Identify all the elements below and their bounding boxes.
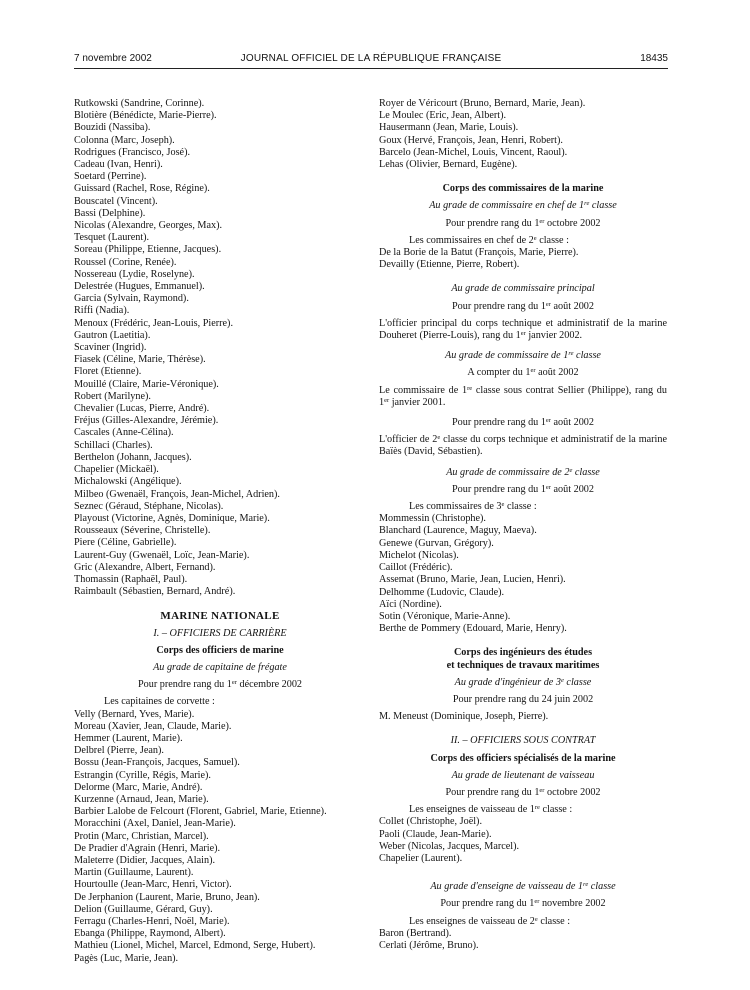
rang-line: Pour prendre rang du 1er octobre 2002: [445, 217, 601, 229]
corps-heading: Corps des officiers de marine: [156, 644, 284, 656]
grade-heading: Au grade de commissaire principal: [451, 283, 595, 295]
intro-line: Les capitaines de corvette :: [104, 696, 215, 708]
list-item: Soreau (Philippe, Etienne, Jacques).: [74, 244, 222, 256]
list-item: Berthelon (Johann, Jacques).: [74, 451, 192, 463]
header-rule: [74, 68, 668, 69]
list-item: Blanchard (Laurence, Maguy, Maeva).: [379, 525, 537, 537]
paragraph: L'officier de 2e classe du corps technique et administratif de la marine Baïès (David, Sébastien).: [379, 434, 667, 458]
list-item: Hemmer (Laurent, Marie).: [74, 732, 183, 744]
list-item: De Pradier d'Agrain (Henri, Marie).: [74, 842, 221, 854]
list-item: Nicolas (Alexandre, Georges, Max).: [74, 220, 223, 232]
rang-line: Pour prendre rang du 24 juin 2002: [452, 693, 594, 705]
list-item: Rutkowski (Sandrine, Corinne).: [74, 98, 205, 109]
list-item: Fiasek (Céline, Marie, Thérèse).: [74, 354, 206, 366]
grade-heading: Au grade de lieutenant de vaisseau: [451, 769, 595, 781]
list-item: Ferragu (Charles-Henri, Noël, Marie).: [74, 916, 230, 927]
list-item: Bassi (Delphine).: [74, 207, 146, 219]
list-item: Cadeau (Ivan, Henri).: [74, 159, 163, 171]
list-item: Martin (Guillaume, Laurent).: [74, 867, 194, 879]
name-list: [379, 98, 667, 171]
rang-line: Pour prendre rang du 1er octobre 2002: [445, 786, 601, 798]
list-item: Paoli (Claude, Jean-Marie).: [379, 828, 492, 840]
list-item: Caillot (Frédéric).: [379, 562, 453, 574]
paragraph: L'officier principal du corps technique et administratif de la marine Douheret (Pierre-Louis), rang du 1er janvier 2002.: [379, 317, 667, 342]
list-item: Playoust (Victorine, Agnès, Dominique, Marie).: [74, 512, 270, 524]
list-item: Maleterre (Didier, Jacques, Alain).: [74, 854, 216, 866]
grade-heading: Au grade d'ingénieur de 3e classe: [454, 676, 592, 688]
list-item: Mathieu (Lionel, Michel, Marcel, Edmond, Serge, Hubert).: [74, 940, 316, 952]
list-item: Raimbault (Sébastien, Bernard, André).: [74, 586, 236, 598]
list-item: Le Moulec (Eric, Jean, Albert).: [379, 110, 507, 122]
list-item: Weber (Nicolas, Jacques, Marcel).: [379, 840, 520, 852]
list-item: Mommessin (Christophe).: [379, 513, 486, 525]
list-item: De Jerphanion (Laurent, Marie, Bruno, Jean).: [74, 891, 260, 903]
list-item: Riffi (Nadia).: [74, 305, 130, 317]
list-item: Barcelo (Jean-Michel, Louis, Vincent, Raoul).: [379, 146, 568, 158]
list-item: Barbier Lalobe de Felcourt (Florent, Gabriel, Marie, Etienne).: [74, 806, 327, 818]
name-list: [74, 98, 366, 598]
list-item: Assemat (Bruno, Marie, Jean, Lucien, Henri).: [379, 574, 566, 586]
list-item: Delorme (Marc, Marie, André).: [74, 781, 203, 793]
list-item: Delestrée (Hugues, Emmanuel).: [74, 281, 205, 293]
list-item: Laurent-Guy (Gwenaël, Loïc, Jean-Marie).: [74, 549, 250, 561]
list-item: Bouzidi (Nassiba).: [74, 122, 151, 134]
rang-line: A compter du 1er août 2002: [467, 367, 579, 379]
left-column: [74, 98, 366, 965]
rang-line: Pour prendre rang du 1er août 2002: [451, 417, 594, 429]
rang-line: Pour prendre rang du 1er août 2002: [451, 300, 594, 312]
right-column: [379, 98, 667, 952]
list-item: Gautron (Laetitia).: [74, 329, 151, 341]
list-item: Devailly (Etienne, Pierre, Robert).: [379, 259, 520, 271]
list-item: Milbeo (Gwenaël, François, Jean-Michel, Adrien).: [74, 488, 280, 500]
list-item: Rousseaux (Séverine, Christelle).: [74, 525, 211, 537]
grade-heading: Au grade d'enseigne de vaisseau de 1re classe: [430, 881, 616, 893]
list-item: Collet (Christophe, Joël).: [379, 816, 482, 828]
list-item: Kurzenne (Arnaud, Jean, Marie).: [74, 793, 209, 805]
list-item: Blotière (Bénédicte, Marie-Pierre).: [74, 110, 217, 122]
list-item: Garcia (Sylvain, Raymond).: [74, 293, 189, 305]
journal-title: JOURNAL OFFICIEL DE LA RÉPUBLIQUE FRANÇAISE: [240, 53, 502, 64]
list-item: Robert (Marilyne).: [74, 390, 151, 402]
list-item: Goux (Hervé, François, Jean, Henri, Robert).: [379, 134, 563, 146]
list-item: Soetard (Perrine).: [74, 171, 147, 183]
list-item: Hourtoulle (Jean-Marc, Henri, Victor).: [74, 879, 232, 891]
list-item: Michelot (Nicolas).: [379, 549, 459, 561]
list-item: De la Borie de la Batut (François, Marie, Pierre).: [379, 247, 579, 259]
list-item: Baron (Bertrand).: [379, 927, 452, 939]
list-item: M. Meneust (Dominique, Joseph, Pierre).: [379, 711, 549, 723]
section-heading-carriere: I. – OFFICIERS DE CARRIÈRE: [153, 627, 287, 639]
list-item: Delhomme (Ludovic, Claude).: [379, 586, 505, 598]
section-heading-contrat: II. – OFFICIERS SOUS CONTRAT: [450, 735, 596, 747]
name-list: [379, 513, 667, 635]
name-list: [379, 928, 667, 952]
list-item: Gric (Alexandre, Albert, Fernand).: [74, 561, 216, 573]
list-item: Estrangin (Cyrille, Régis, Marie).: [74, 769, 211, 781]
list-item: Protin (Marc, Christian, Marcel).: [74, 830, 209, 842]
list-item: Aïci (Nordine).: [379, 598, 442, 610]
list-item: Lehas (Olivier, Bernard, Eugène).: [379, 159, 518, 171]
intro-line: Les enseignes de vaisseau de 1re classe :: [409, 804, 573, 816]
list-item: Hausermann (Jean, Marie, Louis).: [379, 122, 519, 134]
list-item: Berthe de Pommery (Edouard, Marie, Henry).: [379, 623, 567, 635]
list-item: Bossu (Jean-François, Jacques, Samuel).: [74, 757, 240, 769]
grade-heading: Au grade de capitaine de frégate: [153, 661, 287, 673]
section-title-marine: MARINE NATIONALE: [160, 610, 280, 623]
list-item: Chapelier (Laurent).: [379, 852, 463, 864]
list-item: Seznec (Géraud, Stéphane, Nicolas).: [74, 500, 224, 512]
list-item: Delbrel (Pierre, Jean).: [74, 745, 164, 757]
list-item: Rodrigues (Francisco, José).: [74, 146, 191, 158]
list-item: Mouillé (Claire, Marie-Véronique).: [74, 378, 219, 390]
list-item: Sotin (Véronique, Marie-Anne).: [379, 610, 511, 622]
list-item: Michalowski (Angélique).: [74, 476, 182, 488]
list-item: Guissard (Rachel, Rose, Régine).: [74, 183, 210, 195]
list-item: Roussel (Corine, Renée).: [74, 256, 177, 268]
list-item: Ebanga (Philippe, Raymond, Albert).: [74, 928, 226, 940]
corps-heading: Corps des officiers spécialisés de la marine: [430, 752, 616, 764]
list-item: Colonna (Marc, Joseph).: [74, 134, 175, 146]
list-item: Pagès (Luc, Marie, Jean).: [74, 952, 179, 964]
list-item: Tesquet (Laurent).: [74, 232, 150, 244]
list-item: Schillaci (Charles).: [74, 439, 153, 451]
paragraph: Le commissaire de 1re classe sous contrat Sellier (Philippe), rang du 1er janvier 2001.: [379, 384, 667, 408]
list-item: Nossereau (Lydie, Roselyne).: [74, 268, 195, 280]
list-item: Bouscatel (Vincent).: [74, 195, 158, 207]
list-item: Cascales (Anne-Célina).: [74, 427, 174, 439]
name-list: [379, 816, 667, 865]
list-item: Velly (Bernard, Yves, Marie).: [74, 708, 195, 720]
corps-heading: Corps des ingénieurs des études: [453, 647, 593, 659]
rang-line: Pour prendre rang du 1er août 2002: [451, 483, 594, 495]
list-item: Delion (Guillaume, Gérard, Guy).: [74, 903, 213, 915]
list-item: Moracchini (Axel, Daniel, Jean-Marie).: [74, 818, 236, 830]
name-list: [379, 247, 667, 271]
page-number: 18435: [640, 53, 668, 64]
corps-heading: et techniques de travaux maritimes: [446, 659, 600, 671]
list-item: Scaviner (Ingrid).: [74, 342, 147, 354]
name-list: [74, 709, 366, 965]
list-item: Royer de Véricourt (Bruno, Bernard, Marie, Jean).: [379, 98, 586, 109]
list-item: Floret (Etienne).: [74, 366, 142, 378]
grade-heading: Au grade de commissaire en chef de 1re classe: [429, 200, 617, 212]
list-item: Piere (Céline, Gabrielle).: [74, 537, 177, 549]
list-item: Moreau (Xavier, Jean, Claude, Marie).: [74, 720, 232, 732]
grade-heading: Au grade de commissaire de 2e classe: [446, 466, 600, 478]
list-item: Thomassin (Raphaël, Paul).: [74, 573, 188, 585]
issue-date: 7 novembre 2002: [74, 53, 152, 64]
list-item: Genewe (Gurvan, Grégory).: [379, 537, 494, 549]
list-item: Chevalier (Lucas, Pierre, André).: [74, 403, 210, 415]
list-item: Cerlati (Jérôme, Bruno).: [379, 939, 479, 951]
intro-line: Les enseignes de vaisseau de 2e classe :: [409, 915, 571, 927]
list-item: Fréjus (Gilles-Alexandre, Jérémie).: [74, 415, 219, 427]
rang-line: Pour prendre rang du 1er décembre 2002: [137, 679, 303, 691]
page-header: [74, 52, 668, 66]
corps-heading: Corps des commissaires de la marine: [442, 183, 604, 195]
intro-line: Les commissaires en chef de 2e classe :: [409, 234, 569, 246]
list-item: Menoux (Frédéric, Jean-Louis, Pierre).: [74, 317, 233, 329]
intro-line: Les commissaires de 3e classe :: [409, 501, 537, 513]
rang-line: Pour prendre rang du 1er novembre 2002: [440, 898, 606, 910]
list-item: Chapelier (Mickaël).: [74, 464, 159, 476]
grade-heading: Au grade de commissaire de 1re classe: [445, 350, 601, 362]
